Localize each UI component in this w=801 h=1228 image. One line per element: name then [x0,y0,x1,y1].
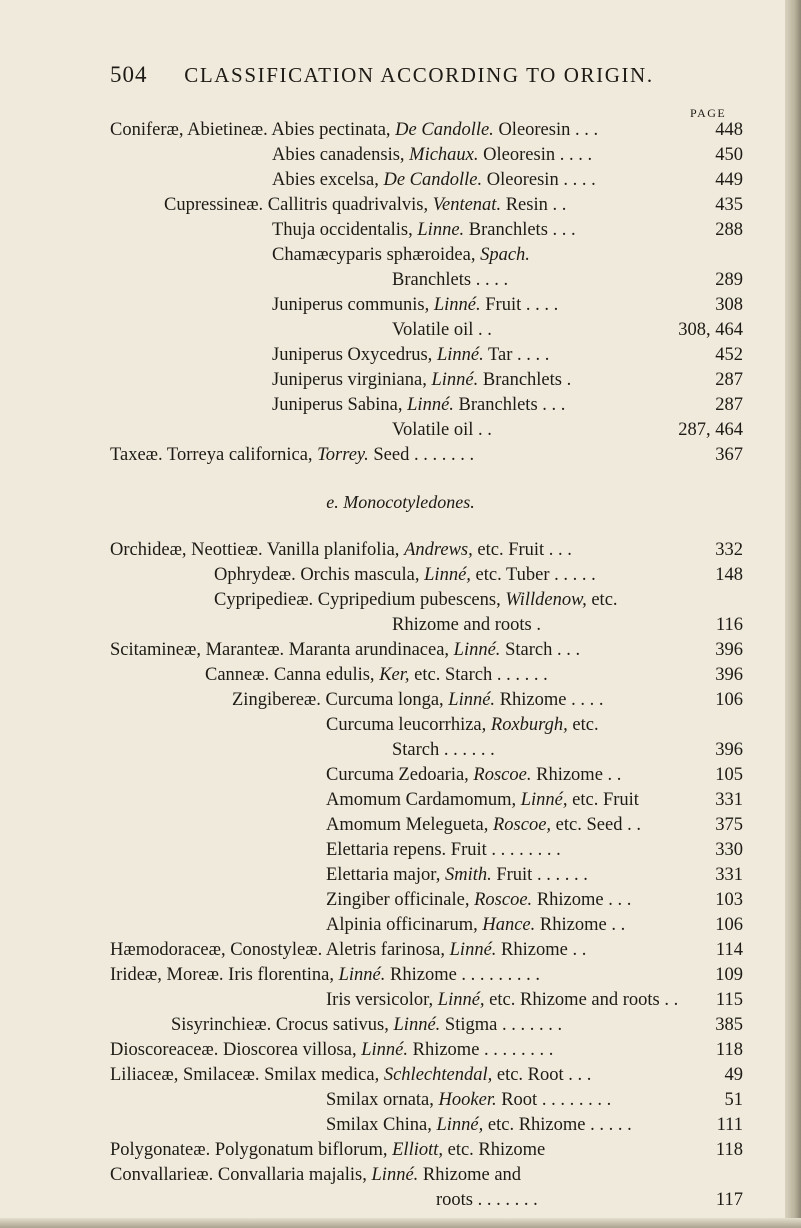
entry-page-number: 118 [715,1140,743,1160]
entry-author: Roscoe. [474,890,533,910]
entry-text [272,168,596,193]
entry-name: Orchideæ, Neottieæ. Vanilla planifolia, [110,540,405,560]
entry-name: Alpinia officinarum, [326,915,483,935]
entry-author: Andrews, [404,540,473,560]
index-entry [0,788,801,813]
entry-name: Sisyrinchieæ. Crocus sativus, [171,1015,394,1035]
entry-page-number: 330 [715,840,743,860]
entry-page-number: 111 [716,1115,743,1135]
entry-part: etc. Fruit . . . [472,540,572,560]
entry-text [272,218,576,243]
entry-text [392,418,492,443]
index-entry [0,963,801,988]
index-entry [0,293,801,318]
index-entry [0,863,801,888]
entry-text [214,563,596,588]
index-entry [0,243,801,268]
index-entry [0,913,801,938]
entry-text [110,538,572,563]
entry-name: Coniferæ, Abietineæ. Abies pectinata, [110,120,396,140]
index-entry [0,443,801,468]
entry-text [326,913,625,938]
entry-text [326,1088,611,1113]
entry-page-number: 332 [715,540,743,560]
entry-text [436,1188,538,1213]
entry-author: De Candolle. [383,170,483,190]
entry-name: Abies canadensis, [272,145,410,165]
entry-text [272,243,530,268]
entry-name: Elettaria major, [326,865,445,885]
page-column-label: PAGE [690,106,727,120]
entry-part: etc. [567,715,599,735]
entry-text [272,393,565,418]
entry-part: etc. Seed . . [551,815,641,835]
index-entry [0,1088,801,1113]
entry-text [326,713,599,738]
entry-part: Branchlets . [478,370,572,390]
entry-page-number: 114 [715,940,743,960]
entry-author: Hooker. [438,1090,497,1110]
entry-name: Rhizome and roots . [392,615,542,635]
entry-part: etc. Rhizome and roots . . [484,990,679,1010]
entry-name: Zingibereæ. Curcuma longa, [232,690,449,710]
running-header [110,62,654,88]
entry-name: Canneæ. Canna edulis, [205,665,380,685]
entry-text [232,688,603,713]
entry-name: Liliaceæ, Smilaceæ. Smilax medica, [110,1065,384,1085]
entry-text [326,1113,632,1138]
entry-text [326,838,561,863]
entry-part: Stigma . . . . . . . [440,1015,563,1035]
index-entry [0,813,801,838]
entry-page-number: 288 [715,220,743,240]
entry-name: Juniperus virginiana, [272,370,432,390]
index-entry [0,268,801,293]
entry-author: Linné. [371,1165,419,1185]
entry-page-number: 375 [715,815,743,835]
entry-text [392,318,492,343]
entry-author: Linné. [338,965,386,985]
entry-page-number: 287 [715,370,743,390]
entry-name: Taxeæ. Torreya californica, [110,445,318,465]
entry-name: Polygonateæ. Polygonatum biflorum, [110,1140,393,1160]
entry-part: etc. Rhizome [443,1140,546,1160]
entry-name: Juniperus Sabina, [272,395,408,415]
entry-author: Elliott, [392,1140,443,1160]
entry-name: Amomum Melegueta, [326,815,493,835]
index-entry [0,118,801,143]
entry-name: Convallarieæ. Convallaria majalis, [110,1165,372,1185]
entry-author: Linné. [393,1015,441,1035]
index-entry [0,613,801,638]
entry-text [164,193,566,218]
entry-name: Abies excelsa, [272,170,384,190]
entry-name: Curcuma Zedoaria, [326,765,474,785]
entry-page-number: 308, 464 [678,320,743,340]
entry-page-number: 117 [715,1190,743,1210]
entry-author: Linné. [433,295,481,315]
index-entry [0,343,801,368]
entry-text [110,118,598,143]
entry-text [110,1063,591,1088]
entry-name: Smilax China, [326,1115,437,1135]
entry-part: Fruit . . . . [480,295,559,315]
index-entry [0,193,801,218]
entry-page-number: 115 [715,990,743,1010]
entry-text [326,888,631,913]
entry-author: Linné. [448,690,496,710]
entry-page-number: 51 [724,1090,743,1110]
entry-part: Rhizome . . . . . . . . . [385,965,541,985]
entry-page-number: 450 [715,145,743,165]
entry-text [272,143,592,168]
entry-page-number: 331 [715,790,743,810]
index-entry [0,1138,801,1163]
running-title: CLASSIFICATION ACCORDING TO ORIGIN. [184,63,654,87]
entry-name: Volatile oil . . [392,320,492,340]
index-entry [0,588,801,613]
index-entry [0,888,801,913]
entry-part: Branchlets . . . [453,395,566,415]
entry-page-number: 452 [715,345,743,365]
index-entry [0,1063,801,1088]
entry-page-number: 148 [715,565,743,585]
entry-page-number: 118 [715,1040,743,1060]
entry-part: Oleoresin . . . [493,120,599,140]
entry-text [326,763,621,788]
entry-part: Oleoresin . . . . [482,170,596,190]
entry-author: Linné. [361,1040,408,1060]
entry-author: De Candolle. [395,120,494,140]
entry-author: Linné, [436,1115,484,1135]
entry-text [110,638,580,663]
entry-page-number: 435 [715,195,743,215]
entry-part: etc. Fruit [567,790,639,810]
entry-author: Linné. [449,940,497,960]
entry-name: Hæmodoraceæ, Conostyleæ. Aletris farinosa, [110,940,450,960]
entry-text [110,443,474,468]
index-entry [0,563,801,588]
entry-page-number: 289 [715,270,743,290]
entry-page-number: 109 [715,965,743,985]
entry-text [326,813,641,838]
entry-author: Willdenow, [505,590,587,610]
entry-author: Roxburgh, [490,715,568,735]
entry-author: Linne. [417,220,465,240]
entry-name: Dioscoreaceæ. Dioscorea villosa, [110,1040,362,1060]
entry-name: Zingiber officinale, [326,890,475,910]
entry-part: etc. Root . . . [492,1065,592,1085]
index-entry [0,763,801,788]
index-entry [0,638,801,663]
entry-author: Linné, [520,790,568,810]
entry-author: Hance. [482,915,536,935]
entry-page-number: 103 [715,890,743,910]
entry-text [392,738,495,763]
entry-name: Starch . . . . . . [392,740,495,760]
entry-name: Smilax ornata, [326,1090,439,1110]
entry-page-number: 396 [715,665,743,685]
page-edge [785,0,801,1228]
entry-page-number: 308 [715,295,743,315]
entry-text [110,938,586,963]
entry-page-number: 106 [715,915,743,935]
entry-name: Juniperus communis, [272,295,434,315]
index-entry [0,738,801,763]
entry-name: Ophrydeæ. Orchis mascula, [214,565,425,585]
entry-name: Scitamineæ, Maranteæ. Maranta arundinacea, [110,640,454,660]
entry-text [392,613,541,638]
index-entry [0,663,801,688]
index-entry [0,1113,801,1138]
entry-part: Resin . . [501,195,567,215]
entry-page-number: 396 [715,740,743,760]
entry-page-number: 287, 464 [678,420,743,440]
entry-text [326,863,588,888]
page-number: 504 [110,62,148,87]
entry-name: Juniperus Oxycedrus, [272,345,437,365]
entry-author: Spach. [480,245,530,265]
entry-name: Irideæ, Moreæ. Iris florentina, [110,965,339,985]
entry-author: Torrey. [317,445,369,465]
entry-page-number: 385 [715,1015,743,1035]
index-entry [0,418,801,443]
index-entry [0,1188,801,1213]
index-entry [0,218,801,243]
entry-text [392,268,508,293]
entry-text [326,988,678,1013]
entry-author: Smith. [444,865,492,885]
entry-part: Rhizome . . [496,940,587,960]
entry-part: etc. Rhizome . . . . . [483,1115,632,1135]
entry-text [272,368,571,393]
section-heading: e. Monocotyledones. [326,492,475,512]
entry-name: roots . . . . . . . [436,1190,538,1210]
index-entry [0,143,801,168]
entry-part: etc. [586,590,618,610]
entry-part: Seed . . . . . . . [368,445,475,465]
entry-part: Fruit . . . . . . [491,865,588,885]
entry-text [272,343,549,368]
page-bottom-edge [0,1218,801,1228]
entry-part: etc. Starch . . . . . . [409,665,548,685]
entry-author: Ker, [379,665,410,685]
entry-text [110,1038,553,1063]
entry-author: Linné. [407,395,454,415]
entry-part: Tar . . . . [483,345,550,365]
entry-author: Linné. [453,640,501,660]
entry-page-number: 287 [715,395,743,415]
entry-author: Roscoe, [492,815,552,835]
entry-name: Branchlets . . . . [392,270,509,290]
entry-name: Thuja occidentalis, [272,220,418,240]
entry-name: Cypripedieæ. Cypripedium pubescens, [214,590,506,610]
entry-page-number: 116 [715,615,743,635]
entry-text [110,1138,545,1163]
entry-author: Linné, [437,990,485,1010]
entry-page-number: 449 [715,170,743,190]
entry-author: Linné, [424,565,471,585]
entry-text [205,663,548,688]
index-entry [0,368,801,393]
entry-name: Elettaria repens. Fruit . . . . . . . . [326,840,561,860]
entry-part: Rhizome . . . . [495,690,604,710]
entry-name: Amomum Cardamomum, [326,790,521,810]
index-entry [0,838,801,863]
entry-name: Iris versicolor, [326,990,438,1010]
entry-part: Rhizome . . [535,915,626,935]
entry-author: Michaux. [409,145,479,165]
entry-text [272,293,558,318]
entry-part: Rhizome . . . [532,890,632,910]
entry-text [110,1163,521,1188]
entry-page-number: 105 [715,765,743,785]
entry-author: Schlechtendal, [383,1065,493,1085]
entry-page-number: 49 [724,1065,743,1085]
entry-part: Rhizome . . [531,765,622,785]
entry-part: Rhizome and [418,1165,522,1185]
entry-author: Roscoe. [473,765,532,785]
index-entry [0,393,801,418]
entry-author: Linné. [431,370,479,390]
index-entry [0,1038,801,1063]
entry-name: Cupressineæ. Callitris quadrivalvis, [164,195,433,215]
entry-page-number: 367 [715,445,743,465]
entry-part: Root . . . . . . . . [496,1090,612,1110]
index-entry [0,318,801,343]
entry-part: Oleoresin . . . . [478,145,593,165]
entry-text [171,1013,562,1038]
index-entry [0,713,801,738]
entry-author: Linné. [436,345,484,365]
entry-part: Rhizome . . . . . . . . [407,1040,554,1060]
entry-text [214,588,618,613]
entry-name: Chamæcyparis sphæroidea, [272,245,481,265]
entry-page-number: 448 [715,120,743,140]
index-entry [0,168,801,193]
index-entry [0,688,801,713]
entry-part: Branchlets . . . [464,220,576,240]
entry-part: Starch . . . [500,640,581,660]
entry-text [110,963,540,988]
index-entry [0,938,801,963]
index-entry [0,1013,801,1038]
entry-page-number: 106 [715,690,743,710]
entry-page-number: 396 [715,640,743,660]
index-entry [0,538,801,563]
index-entry [0,988,801,1013]
index-entry [0,1163,801,1188]
entry-part: etc. Tuber . . . . . [470,565,596,585]
entry-text [326,788,639,813]
entry-page-number: 331 [715,865,743,885]
entry-name: Curcuma leucorrhiza, [326,715,491,735]
entry-author: Ventenat. [432,195,502,215]
entry-name: Volatile oil . . [392,420,492,440]
